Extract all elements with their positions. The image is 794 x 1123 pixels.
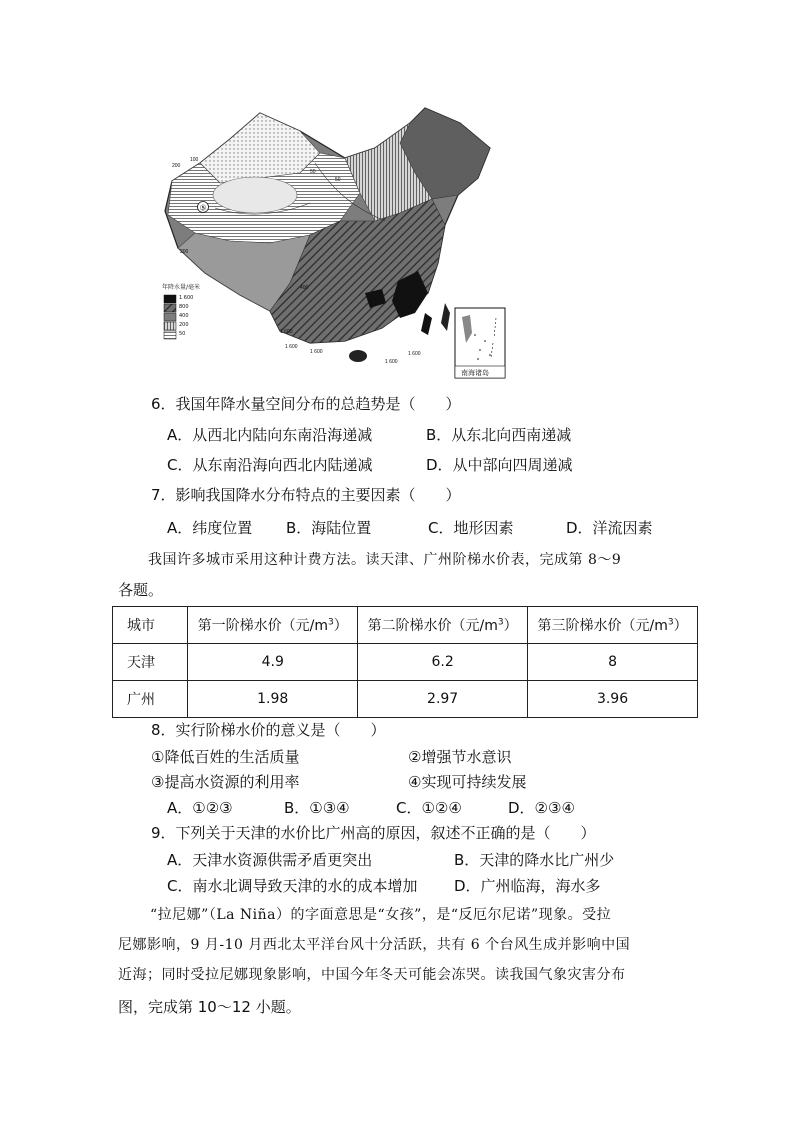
intro-10-12-line3: 近海；同时受拉尼娜现象影响，中国今年冬天可能会冻哭。读我国气象灾害分布 [118,967,626,983]
contour-label: 1 600 [385,359,398,365]
header-city: 城市 [113,607,188,644]
q8-option-c: C．①②④ [396,799,462,817]
intro-10-12-line4: 图，完成第 10～12 小题。 [118,998,301,1016]
legend-title: 年降水量/毫米 [162,284,201,291]
map-legend [162,283,200,339]
price-cell: 4.9 [188,644,358,681]
table-header-row [113,607,698,644]
q8-option-a: A．①②③ [167,799,233,817]
q6-option-a: A．从西北内陆向东南沿海递减 [167,426,373,444]
price-cell: 6.2 [358,644,528,681]
q6-stem: 6．我国年降水量空间分布的总趋势是（ ） [151,395,461,413]
q6-option-d: D．从中部向四周递减 [426,456,573,474]
q8-item-3: ③提高水资源的利用率 [151,773,300,791]
water-price-table [112,606,698,718]
q9-stem: 9．下列关于天津的水价比广州高的原因，叙述不正确的是（ ） [151,824,596,842]
q9-option-c: C．南水北调导致天津的水的成本增加 [167,877,418,895]
header-tier1: 第一阶梯水价（元$/m^3$） [188,607,358,644]
q8-item-2: ②增强节水意识 [408,748,512,766]
price-cell: 1.98 [188,681,358,718]
q8-item-1: ①降低百姓的生活质量 [151,748,300,766]
south-china-sea-inset [455,308,505,378]
header-tier2: 第二阶梯水价（元$/m^3$） [358,607,528,644]
q7-option-b: B．海陆位置 [286,519,372,537]
table-row [113,644,698,681]
intro-8-9-line1: 我国许多城市采用这种计费方法。读天津、广州阶梯水价表，完成第 8～9 [148,552,622,568]
legend-label: 400 [179,313,189,319]
contour-label: 50 [335,177,341,183]
city-cell: 天津 [113,644,188,681]
q6-option-c: C．从东南沿海向西北内陆递减 [167,456,373,474]
inset-label: 南海诸岛 [461,369,489,377]
contour-label: 1 600 [310,349,323,355]
legend-label: 50 [179,331,186,337]
intro-10-12-line2: 尼娜影响，9 月-10 月西北太平洋台风十分活跃，共有 6 个台风生成并影响中国 [118,937,631,953]
region-marker: ⑤ [199,203,207,213]
precipitation-map [160,103,512,381]
contour-label: 100 [190,157,199,163]
contour-label: 50 [310,169,316,175]
q8-stem: 8．实行阶梯水价的意义是（ ） [151,721,386,739]
header-tier3: 第三阶梯水价（元$/m^3$） [528,607,698,644]
legend-label: 800 [179,304,189,310]
price-cell: 8 [528,644,698,681]
q9-option-b: B．天津的降水比广州少 [454,851,615,869]
q6-option-b: B．从东北向西南递减 [426,426,572,444]
intro-8-9-line2: 各题。 [118,581,164,599]
q9-option-d: D．广州临海，海水多 [454,877,601,895]
legend-label: 200 [179,322,189,328]
intro-10-12-line1: “拉尼娜”（La Niña）的字面意思是“女孩”，是“反厄尔尼诺”现象。受拉 [150,907,612,923]
q7-option-c: C．地形因素 [428,519,514,537]
q8-option-d: D．②③④ [508,799,575,817]
contour-label: 1 600 [408,351,421,357]
price-cell: 2.97 [358,681,528,718]
contour-label: 1 600 [280,329,293,335]
contour-label: 400 [300,285,309,291]
q8-item-4: ④实现可持续发展 [408,773,527,791]
legend-label: 1 600 [179,295,194,301]
q8-option-b: B．①③④ [284,799,350,817]
contour-label: 200 [172,163,181,169]
table-row [113,681,698,718]
q9-option-a: A．天津水资源供需矛盾更突出 [167,851,373,869]
city-cell: 广州 [113,681,188,718]
q7-stem: 7．影响我国降水分布特点的主要因素（ ） [151,486,461,504]
q7-option-a: A．纬度位置 [167,519,253,537]
contour-label: 200 [180,249,189,255]
price-cell: 3.96 [528,681,698,718]
q7-option-d: D．洋流因素 [566,519,653,537]
contour-label: 1 600 [285,344,298,350]
